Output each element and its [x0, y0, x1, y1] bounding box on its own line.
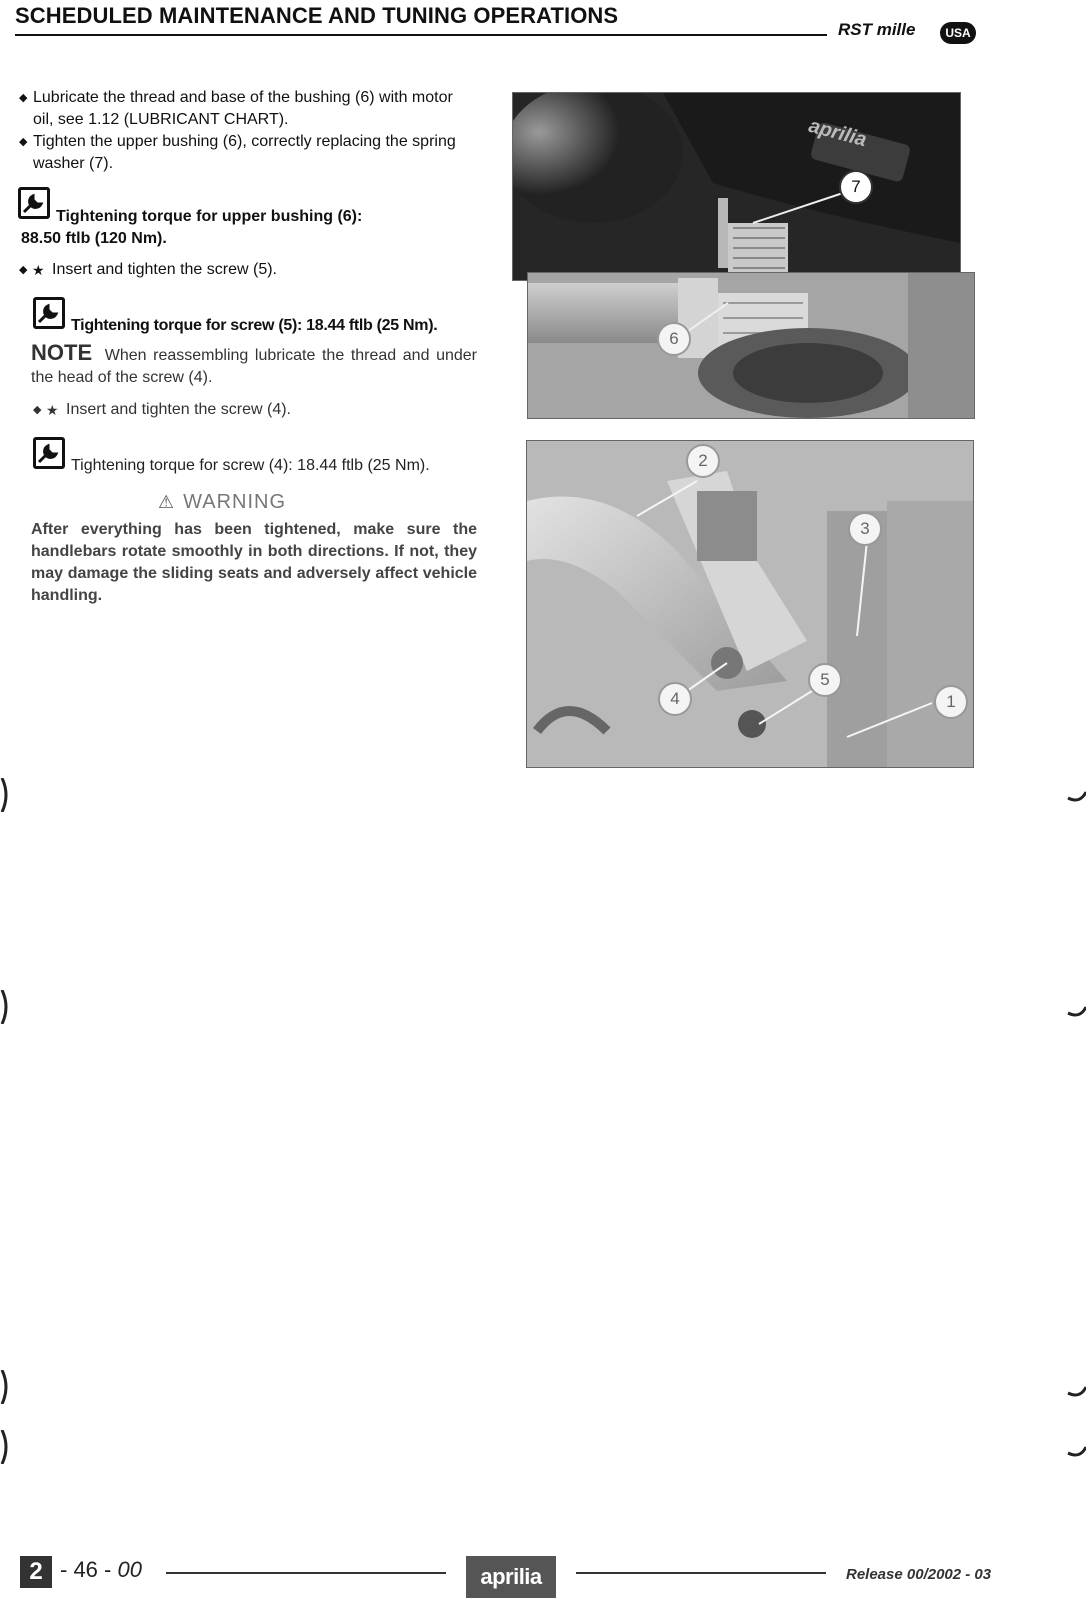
header-rule — [15, 34, 827, 36]
binder-mark — [1066, 780, 1086, 814]
step-lubricate-text: Lubricate the thread and base of the bushing (6) with motor oil, see 1.12 (LUBRICANT CHART). — [33, 89, 453, 128]
note-label: NOTE — [31, 340, 93, 365]
star-icon: ★ — [46, 402, 59, 418]
step-lubricate — [19, 87, 473, 131]
step-tighten-bushing-text: Tighten the upper bushing (6), correctly replacing the spring washer (7). — [33, 133, 456, 172]
bullet-icon: ◆ — [19, 264, 28, 276]
warning-icon: ⚠ — [158, 492, 176, 512]
note-block — [31, 342, 477, 389]
bullet-icon: ◆ — [19, 92, 28, 104]
page-number-suffix: 00 — [117, 1557, 142, 1582]
page-number-value: - 46 - — [60, 1557, 112, 1582]
callout-1: 1 — [934, 685, 968, 719]
callout-2: 2 — [686, 444, 720, 478]
page-number — [60, 1557, 142, 1583]
warning-title: WARNING — [183, 491, 287, 513]
note-text: When reassembling lubricate the thread and under the head of the screw (4). — [31, 347, 477, 386]
torque-upper-bushing-label: Tightening torque for upper bushing (6): — [56, 208, 363, 225]
torque-upper-bushing-value: 88.50 ftlb (120 Nm). — [21, 230, 167, 247]
wrench-icon — [33, 437, 65, 469]
footer-rule-right — [576, 1572, 826, 1574]
step-insert-screw-4-text: Insert and tighten the screw (4). — [66, 401, 291, 418]
photo-fork-clamp — [526, 440, 974, 768]
binder-mark — [1066, 1375, 1086, 1409]
callout-7: 7 — [839, 170, 873, 204]
photo-steering-head-top — [512, 92, 961, 281]
bullet-icon: ◆ — [33, 404, 42, 416]
callout-4: 4 — [658, 682, 692, 716]
warning-heading — [158, 491, 286, 514]
photo-steering-head-side — [527, 272, 975, 419]
binder-mark — [1066, 1435, 1086, 1469]
callout-3: 3 — [848, 512, 882, 546]
step-insert-screw-4 — [33, 399, 486, 421]
region-badge: USA — [940, 22, 976, 44]
wrench-icon — [18, 187, 50, 219]
step-insert-screw-5 — [19, 259, 472, 281]
binder-mark — [0, 1430, 10, 1464]
torque-screw-5: Tightening torque for screw (5): 18.44 ftlb (25 Nm). — [71, 317, 438, 334]
step-insert-screw-5-text: Insert and tighten the screw (5). — [52, 261, 277, 278]
bullet-icon: ◆ — [19, 136, 28, 148]
footer-logo: aprilia — [466, 1556, 556, 1598]
callout-6: 6 — [657, 322, 691, 356]
footer-rule-left — [166, 1572, 446, 1574]
binder-mark — [0, 990, 10, 1024]
callout-5: 5 — [808, 663, 842, 697]
star-icon: ★ — [32, 262, 45, 278]
warning-text: After everything has been tightened, make sure the handlebars rotate smoothly in both directions. If not, they may damage the sliding seats and adversely affect vehicle handling. — [31, 521, 477, 604]
binder-mark — [1066, 995, 1086, 1029]
wrench-icon — [33, 297, 65, 329]
release-info: Release 00/2002 - 03 — [846, 1566, 992, 1583]
step-tighten-bushing — [19, 131, 473, 175]
torque-screw-4: Tightening torque for screw (4): 18.44 ftlb (25 Nm). — [71, 457, 430, 474]
photo-logo: aprilia — [806, 114, 869, 152]
chapter-number: 2 — [20, 1556, 52, 1588]
binder-mark — [0, 1370, 10, 1404]
model-name: RST mille — [838, 20, 916, 39]
binder-mark — [0, 778, 10, 812]
page-title: SCHEDULED MAINTENANCE AND TUNING OPERATIONS — [15, 3, 619, 28]
